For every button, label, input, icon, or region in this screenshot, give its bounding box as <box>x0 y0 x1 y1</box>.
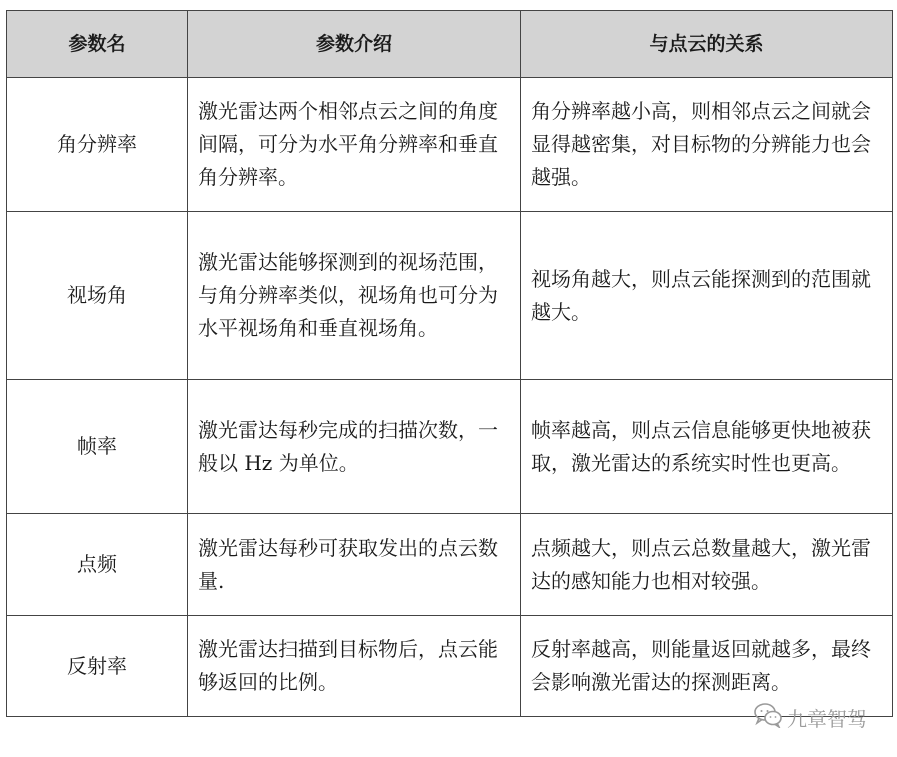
param-relation-cell: 点频越大，则点云总数量越大，激光雷达的感知能力也相对较强。 <box>521 514 893 616</box>
param-name-cell: 视场角 <box>7 212 188 380</box>
param-relation-cell: 反射率越高，则能量返回就越多，最终会影响激光雷达的探测距离。 <box>521 616 893 717</box>
table-row <box>7 514 893 616</box>
table-row <box>7 380 893 514</box>
header-param-name: 参数名 <box>7 11 188 78</box>
table-row <box>7 78 893 212</box>
param-name-cell: 点频 <box>7 514 188 616</box>
param-intro-cell: 激光雷达每秒可获取发出的点云数量. <box>188 514 521 616</box>
param-intro-cell: 激光雷达能够探测到的视场范围，与角分辨率类似，视场角也可分为水平视场角和垂直视场角。 <box>188 212 521 380</box>
param-intro-cell: 激光雷达扫描到目标物后，点云能够返回的比例。 <box>188 616 521 717</box>
param-intro-cell: 激光雷达每秒完成的扫描次数，一般以 Hz 为单位。 <box>188 380 521 514</box>
param-intro-cell: 激光雷达两个相邻点云之间的角度间隔，可分为水平角分辨率和垂直角分辨率。 <box>188 78 521 212</box>
param-relation-cell: 角分辨率越小高，则相邻点云之间就会显得越密集，对目标物的分辨能力也会越强。 <box>521 78 893 212</box>
table-header-row <box>7 11 893 78</box>
param-name-cell: 帧率 <box>7 380 188 514</box>
watermark <box>753 702 867 733</box>
parameter-table <box>6 10 893 717</box>
wechat-icon <box>753 702 783 733</box>
table-row <box>7 212 893 380</box>
watermark-text: 九章智驾 <box>787 707 867 731</box>
param-name-cell: 反射率 <box>7 616 188 717</box>
param-relation-cell: 视场角越大，则点云能探测到的范围就越大。 <box>521 212 893 380</box>
header-param-intro: 参数介绍 <box>188 11 521 78</box>
param-name-cell: 角分辨率 <box>7 78 188 212</box>
param-relation-cell: 帧率越高，则点云信息能够更快地被获取，激光雷达的系统实时性也更高。 <box>521 380 893 514</box>
header-pointcloud-relation: 与点云的关系 <box>521 11 893 78</box>
